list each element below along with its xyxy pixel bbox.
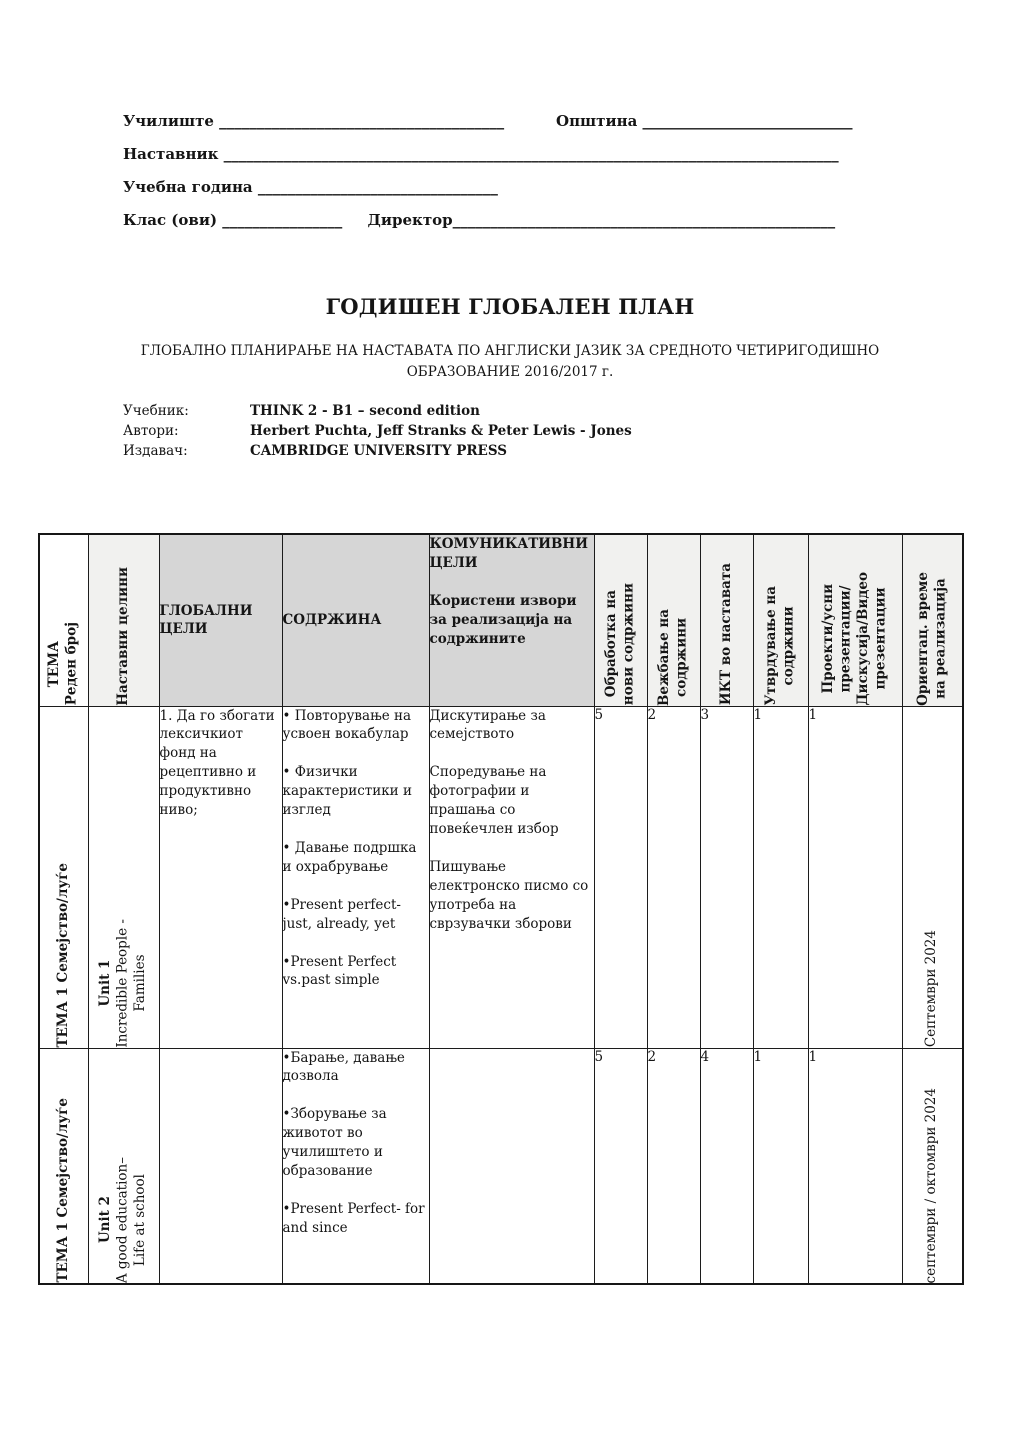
r1-sodrzina-item: • Давање подршка и охрабрување <box>282 839 417 875</box>
r2-hours-vezbanje: 2 <box>647 1048 657 1065</box>
school-year-blank-line: ________________________________ <box>257 178 498 196</box>
director-blank-line: ___________________________________________________ <box>452 211 836 229</box>
class-blank-line: ________________ <box>222 211 343 229</box>
page-subtitle: ГЛОБАЛНО ПЛАНИРАЊЕ НА НАСТАВАТА ПО АНГЛИСКИ ЈАЗИК ЗА СРЕДНОТО ЧЕТИРИГОДИШНО ОБРАЗОВАНИЕ 2016/2017 г. <box>140 343 880 380</box>
col-header-orientac <box>902 534 963 706</box>
cell-r1-sodrzina <box>282 706 429 1048</box>
r2-sodrzina-item: •Зборување за животот во училиштето и образование <box>282 1106 387 1179</box>
col-header-globalni-label: ГЛОБАЛНИ ЦЕЛИ <box>159 603 253 638</box>
textbook-label: Учебник: <box>123 403 189 419</box>
header-form <box>123 112 983 244</box>
cell-r1-hours-proekti <box>808 706 902 1048</box>
r2-unit-number: Unit 2 <box>97 1196 114 1244</box>
school-label: Училиште <box>123 112 214 130</box>
r2-hours-obrabotka: 5 <box>594 1048 604 1065</box>
cell-r1-hours-obrabotka <box>594 706 647 1048</box>
col-header-tema <box>39 534 88 706</box>
col-header-globalni <box>159 534 282 706</box>
municipality-label: Општина <box>556 112 638 130</box>
col-header-utvrduvanje <box>753 534 808 706</box>
col-header-proekti-line3: Дискусија/Видео <box>855 572 871 706</box>
col-header-komunikativni <box>429 534 594 706</box>
r1-hours-utvrduvanje: 1 <box>753 706 763 723</box>
form-line-school <box>123 112 983 145</box>
teacher-label: Наставник <box>123 145 219 163</box>
authors-label: Автори: <box>123 423 179 439</box>
r2-sodrzina-item: •Present Perfect- for and since <box>282 1200 425 1236</box>
col-header-orientac-line2: на реализација <box>932 578 949 699</box>
textbook-value: THINK 2 - B1 – second edition <box>250 403 480 419</box>
school-blank-line: ______________________________________ <box>219 112 505 130</box>
form-line-year <box>123 178 983 211</box>
cell-r1-hours-utvrduvanje <box>753 706 808 1048</box>
r1-sodrzina-item: •Present perfect- just, already, yet <box>282 896 401 932</box>
r2-unit-title-line2: Life at school <box>132 1173 149 1266</box>
form-line-class <box>123 211 983 244</box>
col-header-orientac-line1: Ориентац. време <box>914 571 931 706</box>
r1-sodrzina-item: • Повторување на усвоен вокабулар <box>282 707 412 743</box>
col-header-vezbanje-line2: содржини <box>673 617 690 697</box>
r2-hours-proekti: 1 <box>808 1048 818 1065</box>
r2-tema-label: ТЕМА 1 Семејство/луѓе <box>54 1098 71 1283</box>
r1-komunikativni-item: Дискутирање за семејството <box>429 707 546 743</box>
form-line-teacher <box>123 145 983 178</box>
cell-r2-sodrzina <box>282 1048 429 1284</box>
cell-r1-komunikativni <box>429 706 594 1048</box>
col-header-nastavni-label: Наставни целини <box>114 566 131 706</box>
r1-komunikativni-item: Пишување електронско писмо со употреба на сврзувачки зборови <box>429 858 589 932</box>
r2-hours-utvrduvanje: 1 <box>753 1048 763 1065</box>
col-header-nastavni <box>88 534 159 706</box>
table-row-unit2 <box>39 1048 963 1284</box>
col-header-sodrzina-label: СОДРЖИНА <box>282 612 382 629</box>
r2-hours-ikt: 4 <box>700 1048 710 1065</box>
r1-tema-label: ТЕМА 1 Семејство/луѓе <box>54 862 71 1048</box>
col-header-sodrzina <box>282 534 429 706</box>
col-header-ikt <box>700 534 753 706</box>
r1-unit-title-line1: Incredible People - <box>114 918 131 1048</box>
class-label: Клас (ови) <box>123 211 218 229</box>
r2-unit-title-line1: A good education– <box>114 1156 131 1283</box>
cell-r1-hours-vezbanje <box>647 706 700 1048</box>
r2-sodrzina-item: •Барање, давање дозвола <box>282 1049 405 1085</box>
r1-unit-title-line2: Families <box>132 954 149 1012</box>
cell-r1-time <box>902 706 963 1048</box>
col-header-obrabotka-line1: Обработка на <box>602 590 619 698</box>
col-header-vezbanje-line1: Вежбање на <box>655 608 672 706</box>
cell-r1-globalni <box>159 706 282 1048</box>
cell-r1-hours-ikt <box>700 706 753 1048</box>
cell-r2-unit <box>88 1048 159 1284</box>
cell-r2-globalni <box>159 1048 282 1284</box>
r1-hours-vezbanje: 2 <box>647 706 657 723</box>
r1-time-label: Септември 2024 <box>923 930 940 1048</box>
book-row-publisher <box>123 441 632 461</box>
r1-hours-ikt: 3 <box>700 706 710 723</box>
col-header-proekti <box>808 534 902 706</box>
col-header-obrabotka <box>594 534 647 706</box>
col-header-obrabotka-line2: нови содржини <box>620 583 637 706</box>
municipality-blank-line: ____________________________ <box>642 112 853 130</box>
cell-r2-komunikativni <box>429 1048 594 1284</box>
r1-sodrzina-item: •Present Perfect vs.past simple <box>282 953 397 989</box>
school-year-label: Учебна година <box>123 178 253 196</box>
col-header-komunikativni-title: КОМУНИКАТИВНИ ЦЕЛИ <box>429 536 588 571</box>
teacher-blank-line: __________________________________________________________________________________ <box>223 145 839 163</box>
r2-time-label: септември / октомври 2024 <box>923 1087 940 1283</box>
col-header-utvrduvanje-line1: Утврдување на <box>762 585 779 706</box>
col-header-tema-line2: Реден број <box>63 622 80 706</box>
col-header-tema-line1: ТЕМА <box>46 640 63 688</box>
page-title: ГОДИШЕН ГЛОБАЛЕН ПЛАН <box>325 294 695 319</box>
publisher-value: CAMBRIDGE UNIVERSITY PRESS <box>250 443 508 459</box>
col-header-komunikativni-sub: Користени извори за реализација на содржините <box>429 592 577 647</box>
book-row-textbook <box>123 401 632 421</box>
r1-unit-number: Unit 1 <box>97 959 114 1007</box>
col-header-vezbanje <box>647 534 700 706</box>
director-label: Директор <box>367 211 453 229</box>
publisher-label: Издавач: <box>123 443 188 459</box>
col-header-proekti-line2: презентации/ <box>837 585 854 693</box>
cell-r2-hours-proekti <box>808 1048 902 1284</box>
r1-hours-obrabotka: 5 <box>594 706 604 723</box>
table-row-unit1 <box>39 706 963 1048</box>
r1-globalni-text: 1. Да го збогати лексичкиот фонд на рецептивно и продуктивно ниво; <box>159 707 275 818</box>
col-header-ikt-label: ИКТ во наставата <box>717 563 734 706</box>
cell-r2-hours-vezbanje <box>647 1048 700 1284</box>
authors-value: Herbert Puchta, Jeff Stranks & Peter Lewis - Jones <box>250 423 632 439</box>
cell-r1-unit <box>88 706 159 1048</box>
cell-r2-hours-utvrduvanje <box>753 1048 808 1284</box>
cell-r2-time <box>902 1048 963 1284</box>
col-header-proekti-line4: презентации <box>872 587 889 690</box>
r1-komunikativni-item: Споредување на фотографии и прашања со повеќечлен избор <box>429 764 559 837</box>
book-row-authors <box>123 421 632 441</box>
book-info <box>123 401 632 461</box>
table-header-row <box>39 534 963 706</box>
col-header-proekti-line1: Проекти/усни <box>819 583 836 694</box>
col-header-utvrduvanje-line2: содржини <box>780 606 797 686</box>
cell-r2-tema <box>39 1048 88 1284</box>
plan-table <box>38 533 964 1285</box>
r1-sodrzina-item: • Физички карактеристики и изглед <box>282 764 412 819</box>
cell-r1-tema <box>39 706 88 1048</box>
cell-r2-hours-ikt <box>700 1048 753 1284</box>
r1-hours-proekti: 1 <box>808 706 818 723</box>
cell-r2-hours-obrabotka <box>594 1048 647 1284</box>
